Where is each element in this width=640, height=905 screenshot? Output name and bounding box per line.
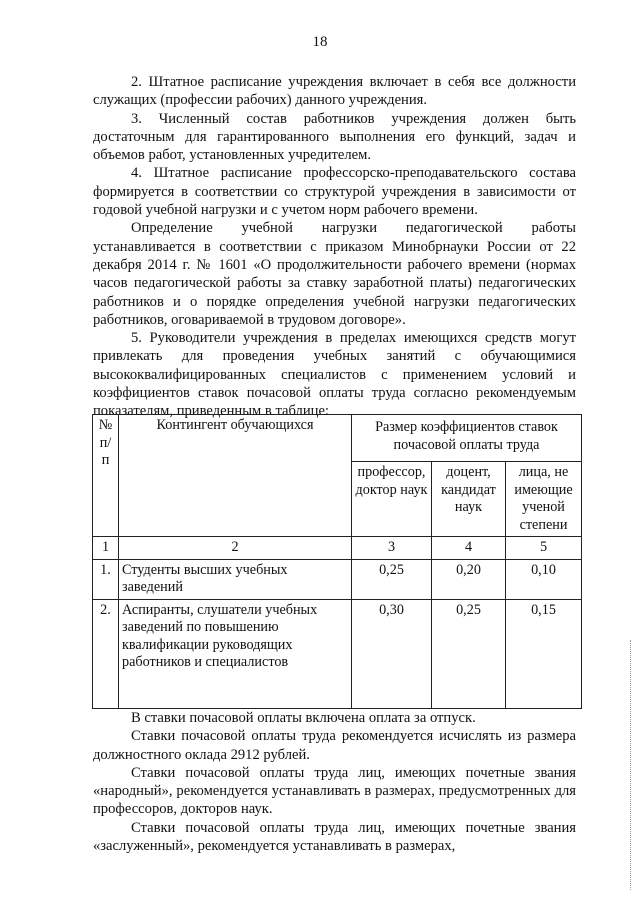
- hourly-rate-coefficients-table: [92, 414, 582, 709]
- paragraph-workload-definition: Определение учебной нагрузки педагогической работы устанавливается в соответствии с приказом Минобрнауки России от 22 декабря 2014 г. № 1601 «О продолжительности рабочего времени (нормах часов педагогической работы за ставку заработной платы) педагогических работников и о порядке определения учебной нагрузки педагогических работников, оговариваемой в трудовом договоре».: [93, 220, 576, 328]
- header-docent: доцент, кандидат наук: [432, 462, 506, 537]
- paragraph-item-4: 4. Штатное расписание профессорско-преподавательского состава формируется в соответствии со структурой учреждения в зависимости от годовой учебной нагрузки и с учетом норм рабочего времени.: [93, 165, 576, 219]
- paragraph-honored-title: Ставки почасовой оплаты труда лиц, имеющих почетные звания «заслуженный», рекомендуется устанавливать в размерах,: [93, 819, 576, 855]
- index-cell: 3: [352, 537, 432, 560]
- page-number: 18: [312, 34, 328, 50]
- header-num: № п/ п: [93, 415, 119, 537]
- table-row: [93, 599, 582, 708]
- index-cell: 2: [119, 537, 352, 560]
- body-text-top: [93, 73, 576, 421]
- row-contingent: Студенты высших учебных заведений: [119, 559, 352, 599]
- header-coefficients: Размер коэффициентов ставок почасовой оплаты труда: [352, 415, 582, 462]
- row-number: 1.: [93, 559, 119, 599]
- body-text-bottom: [93, 709, 576, 855]
- paragraph-item-5: 5. Руководители учреждения в пределах имеющихся средств могут привлекать для проведения учебных занятий с обучающимися высококвалифицированных специалистов с применением условий и коэффициентов ставок почасовой оплаты труда согласно рекомендуемым показателям, приведенным в таблице:: [93, 330, 576, 420]
- table-header-row: [93, 415, 582, 462]
- row-contingent: Аспиранты, слушатели учебных заведений по повышению квалификации руководящих работников и специалистов: [119, 599, 352, 708]
- index-cell: 5: [506, 537, 582, 560]
- row-professor-value: 0,25: [352, 559, 432, 599]
- index-cell: 4: [432, 537, 506, 560]
- row-docent-value: 0,20: [432, 559, 506, 599]
- row-no-degree-value: 0,15: [506, 599, 582, 708]
- table-index-row: [93, 537, 582, 560]
- header-professor: профессор, доктор наук: [352, 462, 432, 537]
- row-docent-value: 0,25: [432, 599, 506, 708]
- paragraph-item-3: 3. Численный состав работников учреждения должен быть достаточным для гарантированного выполнения его функций, задач и объемов работ, установленных учредителем.: [93, 110, 576, 164]
- paragraph-vacation-included: В ставки почасовой оплаты включена оплата за отпуск.: [131, 710, 476, 726]
- index-cell: 1: [93, 537, 119, 560]
- row-no-degree-value: 0,10: [506, 559, 582, 599]
- header-contingent: Контингент обучающихся: [119, 415, 352, 537]
- paragraph-base-salary: Ставки почасовой оплаты труда рекомендуется исчислять из размера должностного оклада 2912 рублей.: [93, 728, 576, 763]
- row-professor-value: 0,30: [352, 599, 432, 708]
- table-row: [93, 559, 582, 599]
- paragraph-item-2: 2. Штатное расписание учреждения включает в себя все должности служащих (профессии рабочих) данного учреждения.: [93, 74, 576, 109]
- row-number: 2.: [93, 599, 119, 708]
- scan-edge-mark: [630, 640, 633, 890]
- paragraph-national-title: Ставки почасовой оплаты труда лиц, имеющих почетные звания «народный», рекомендуется устанавливать в размерах, предусмотренных для профессоров, докторов наук.: [93, 764, 576, 818]
- header-no-degree: лица, не имеющие ученой степени: [506, 462, 582, 537]
